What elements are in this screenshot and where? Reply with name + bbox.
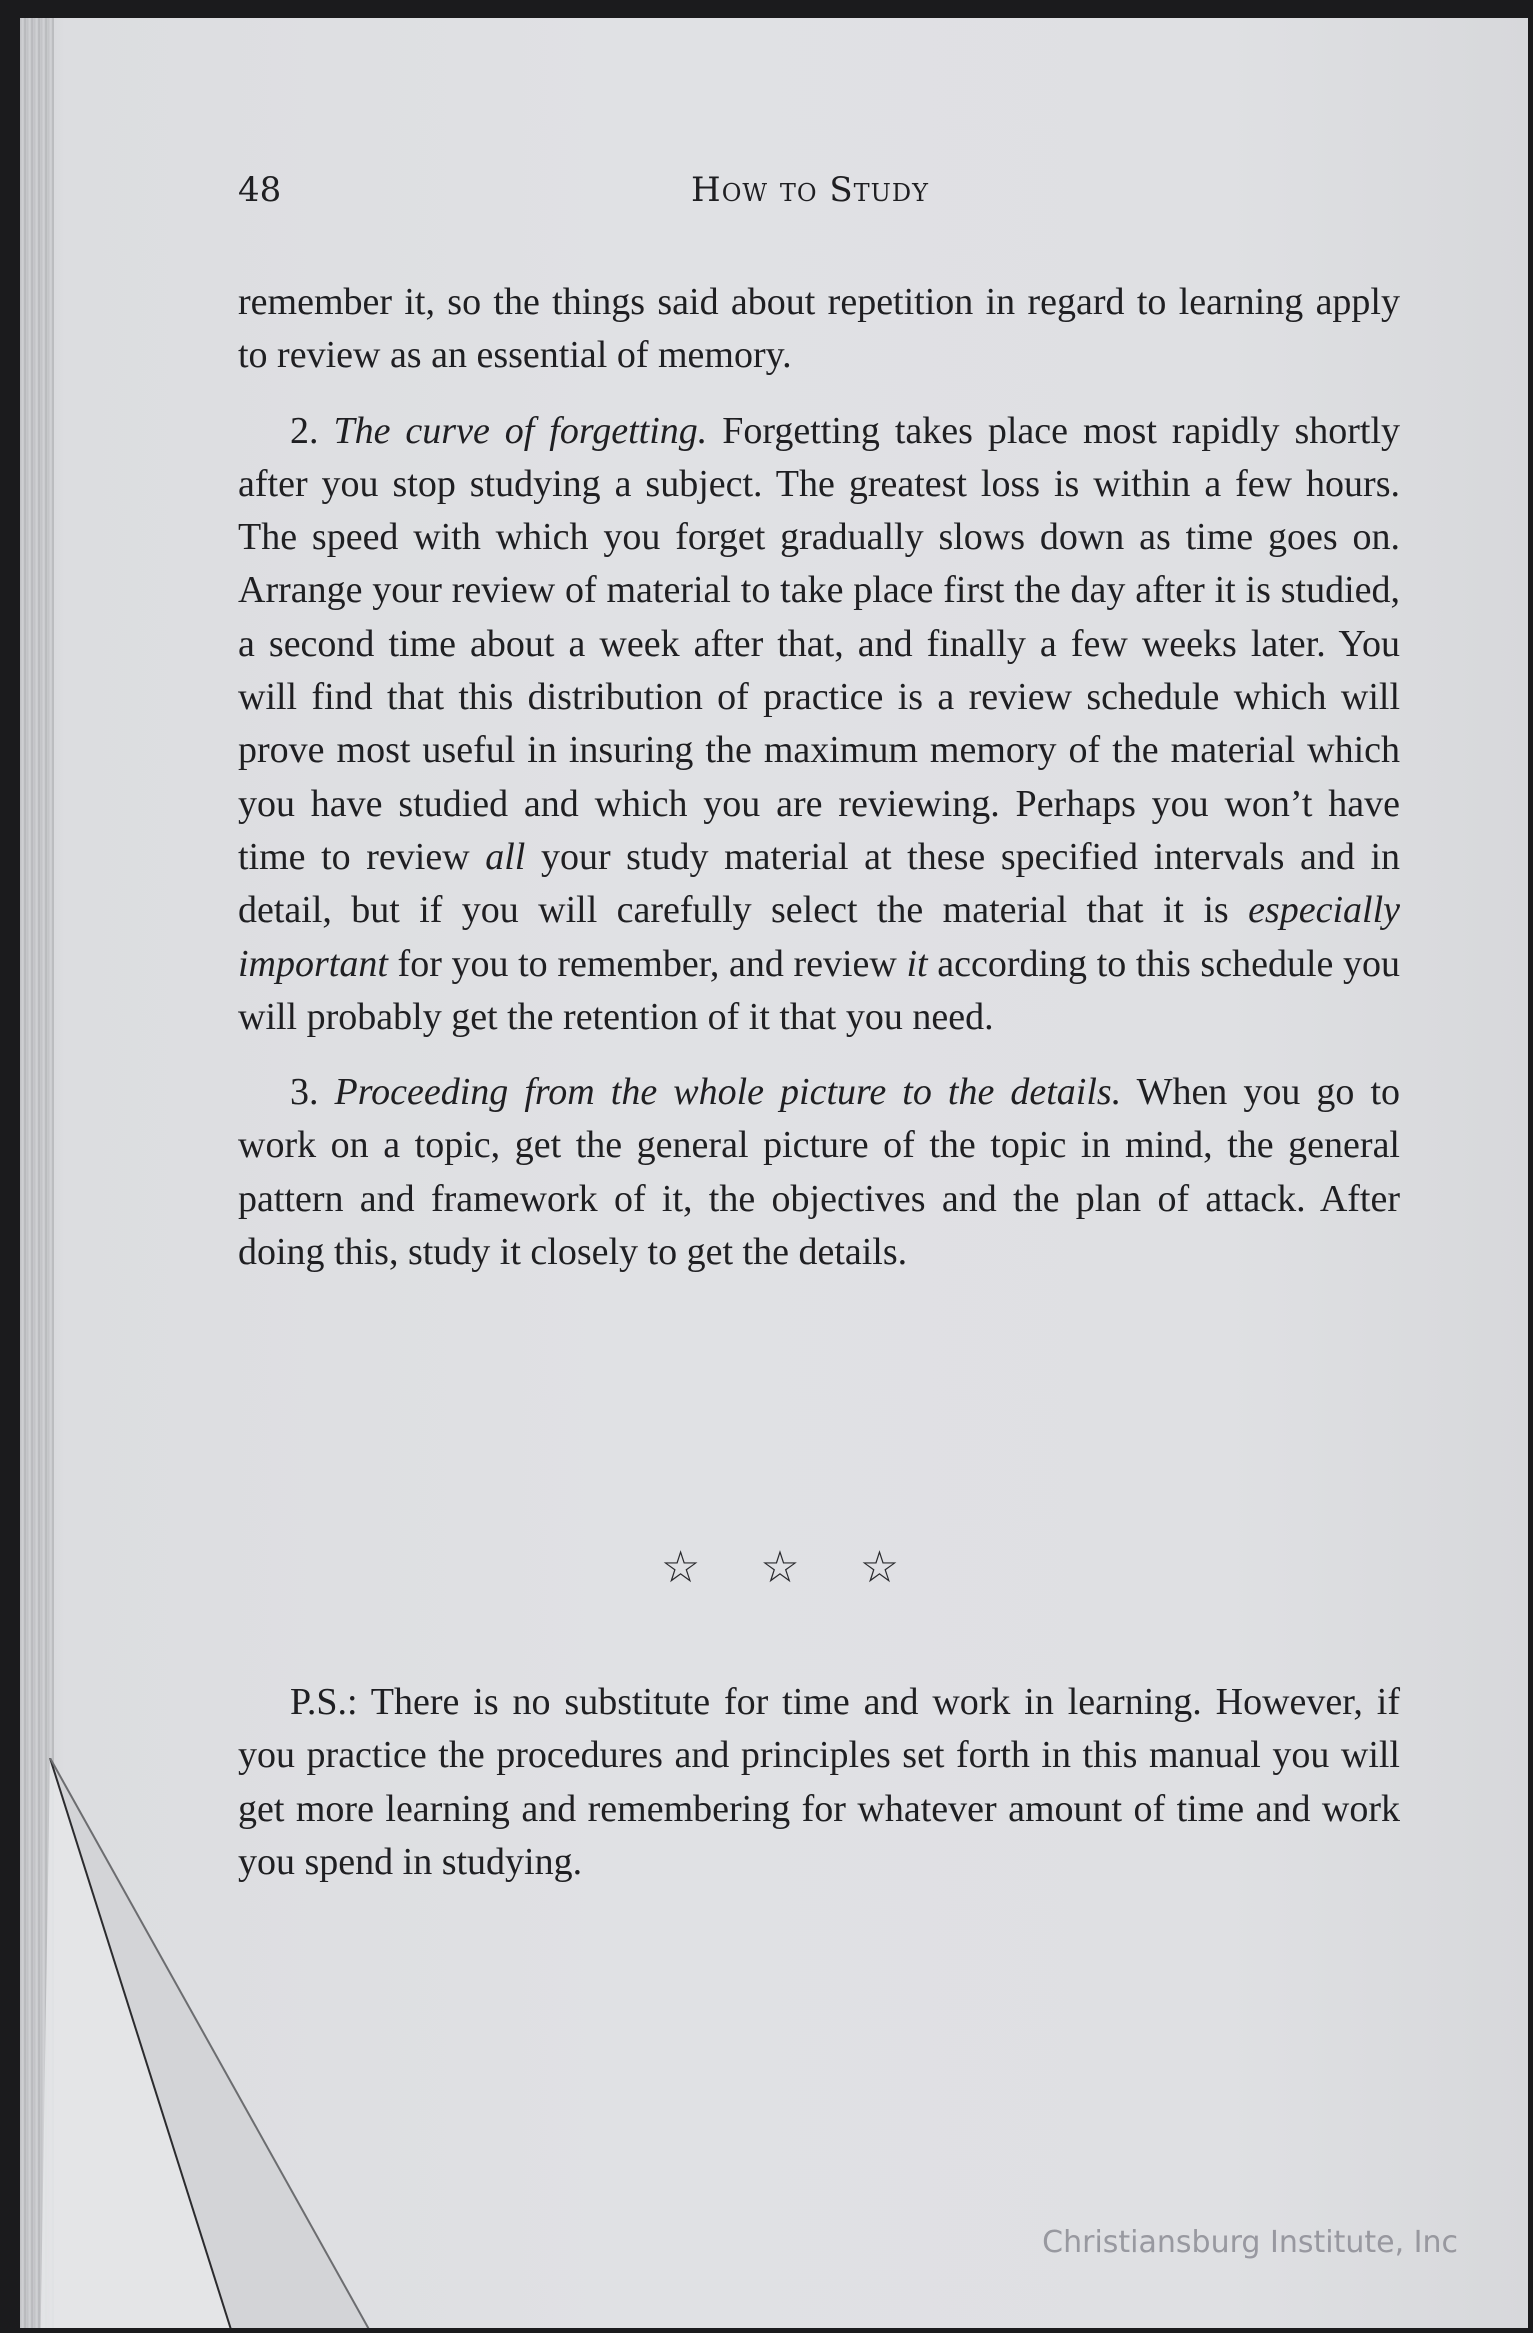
star-separator: ☆☆☆ xyxy=(660,1542,960,1593)
paragraph-text: Forgetting takes place most rapidly shortly after you stop studying a subject. The greatest loss is within a few hours. The speed with which you forget gradually slows down as time goes on. Arrange your review of material to take place first the day after it is studied, a second time about a week after that, and finally a few weeks later. You will find that this distribution of practice is a review schedule which will prove most useful in insuring the maximum memory of the material which you have studied and which you are reviewing. Perhaps you won’t have time to review xyxy=(238,409,1401,878)
item-heading: The curve of forgetting. xyxy=(333,409,708,452)
item-number: 3. xyxy=(290,1071,319,1114)
paragraph-continuation: remember it, so the things said about repetition in regard to learning apply to review as an essential of memory. xyxy=(238,281,1400,377)
emphasis-text: it xyxy=(906,942,928,985)
folded-corner-icon xyxy=(40,1758,400,2328)
book-page xyxy=(20,18,1528,2328)
paragraph-curve-of-forgetting xyxy=(238,405,1400,1045)
running-head: How to Study xyxy=(691,170,929,210)
page-header xyxy=(224,165,1396,215)
emphasis-text: especially important xyxy=(238,889,1400,985)
item-number: 2. xyxy=(290,409,319,452)
postscript-paragraph: P.S.: There is no substitute for time and work in learning. However, if you practice the procedures and principles set forth in this manual you will get more learning and remembering for whatever amount of time and work you spend in studying. xyxy=(238,1681,1400,1883)
paragraph-whole-picture xyxy=(238,1066,1400,1279)
watermark: Christiansburg Institute, Inc xyxy=(1042,2225,1458,2260)
item-heading: Proceeding from the whole picture to the details. xyxy=(334,1071,1122,1114)
paragraph-text: for you to remember, and review xyxy=(387,942,907,985)
body-text xyxy=(238,276,1400,1301)
emphasis-text: all xyxy=(485,835,526,878)
page-number: 48 xyxy=(238,170,282,210)
paragraph-text: your study material at these specified intervals and in detail, but if you will carefully select the material that it is xyxy=(238,835,1400,932)
paragraph-text: When you go to work on a topic, get the general picture of the topic in mind, the general pattern and framework of it, the objectives and the plan of attack. After doing this, study it closely to get the details. xyxy=(238,1071,1400,1274)
paragraph-text: according to this schedule you will probably get the retention of it that you need. xyxy=(238,942,1401,1038)
